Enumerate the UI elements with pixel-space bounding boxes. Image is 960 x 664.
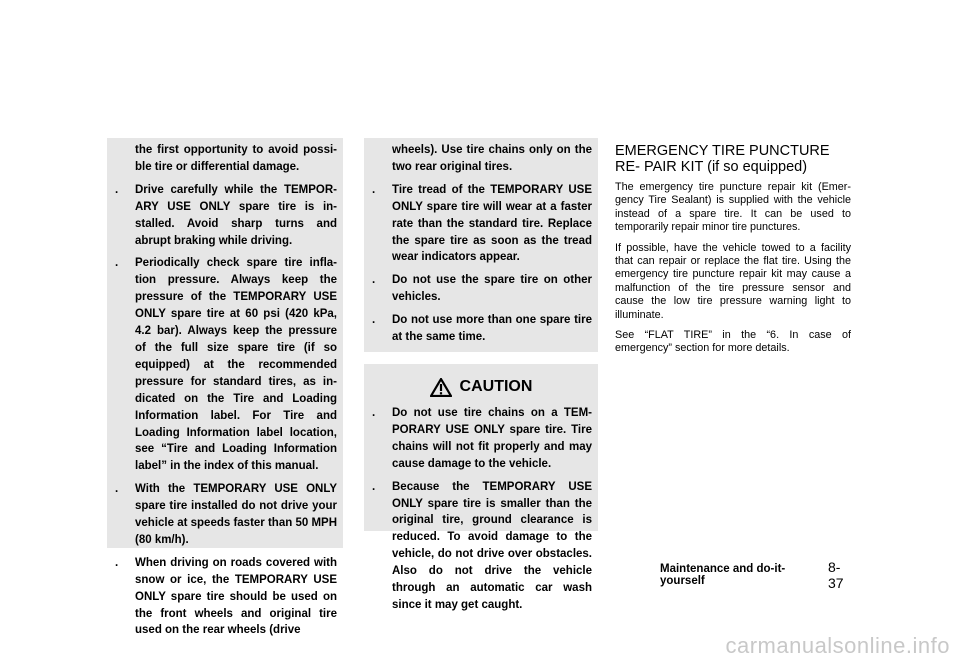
page-footer (660, 559, 854, 591)
list-item: . Do not use more than one spare tire at the same time. (372, 314, 592, 344)
section-heading: EMERGENCY TIRE PUNCTURE RE- PAIR KIT (if so equipped) (615, 143, 830, 175)
divider (364, 352, 598, 364)
list-item: . Periodically check spare tire infla- tion pressure. Always keep the pressure of the TEMPORARY USE ONLY spare tire at 60 psi (420 kPa, 4.2 bar). Always keep the pressure of the full size spare tire (if so equipped) at the recommended pressure for standard tires, as in- dicated on the Tire and Loading Information label. For Tire and Loading Information label location, see “Tire and Loading Information label” in the index of this manual. (115, 257, 337, 473)
list-item: . Because the TEMPORARY USE ONLY spare tire is smaller than the original tire, ground clearance is reduced. To avoid damage to the vehicle, do not drive over obstacles. Also do not drive the vehicle through an automatic car wash since it may get caught. (372, 480, 592, 611)
caution-title: CAUTION (459, 378, 533, 396)
bullet: . (115, 183, 119, 196)
paragraph: The emergency tire puncture repair kit (Emer- gency Tire Sealant) is supplied with the vehicle instead of a spare tire. It can be used to temporarily repair minor tire punctures. (615, 181, 851, 234)
paragraph: If possible, have the vehicle towed to a facility that can repair or replace the flat tire. Using the emergency tire puncture repair kit may cause a malfunction of the tire pressure sensor and cause the low tire pressure warning light to illuminate. (615, 241, 851, 321)
watermark: carmanualsonline.info (725, 633, 950, 658)
list-item: . Do not use the spare tire on other vehicles. (372, 274, 592, 304)
list-item: . With the TEMPORARY USE ONLY spare tire installed do not drive your vehicle at speeds faster than 50 MPH (80 km/h). (115, 483, 337, 546)
bullet: . (372, 480, 376, 493)
bullet: . (372, 406, 376, 419)
section-title: Maintenance and do-it-yourself (660, 563, 786, 587)
paragraph: See “FLAT TIRE” in the “6. In case of emergency” section for more details. (615, 329, 851, 355)
bullet: . (115, 556, 119, 569)
list-item: . Drive carefully while the TEMPOR- ARY USE ONLY spare tire is in- stalled. Avoid sharp turns and abrupt braking while driving. (115, 183, 337, 247)
warning-triangle-icon (430, 378, 452, 397)
bullet-list (370, 182, 592, 346)
bullet: . (115, 257, 119, 270)
warning-box-middle (364, 138, 598, 611)
list-item: . Tire tread of the TEMPORARY USE ONLY spare tire will wear at a faster rate than the standard tire. Replace the spare tire as soon as the tread wear indicators appear. (372, 183, 592, 264)
continued-text: the first opportunity to avoid possi- ble tire or differential damage. (135, 144, 337, 173)
repair-kit-section (615, 144, 851, 363)
bullet: . (372, 274, 376, 287)
list-item: . When driving on roads covered with snow or ice, the TEMPORARY USE ONLY spare tire should be used on the front wheels and original tire used on the rear wheels (drive (115, 556, 337, 637)
bullet: . (115, 483, 119, 496)
caution-heading (364, 364, 598, 403)
bullet: . (372, 314, 376, 327)
bullet: . (372, 183, 376, 196)
warning-box-left (107, 138, 343, 637)
bullet-list (113, 182, 337, 640)
continued-text: wheels). Use tire chains only on the two rear original tires. (392, 144, 592, 173)
list-item: . Do not use tire chains on a TEM- PORARY USE ONLY spare tire. Tire chains will not fit properly and may cause damage to the vehicle. (372, 406, 592, 470)
caution-list (370, 405, 592, 614)
page-number: 8-37 (827, 559, 844, 591)
